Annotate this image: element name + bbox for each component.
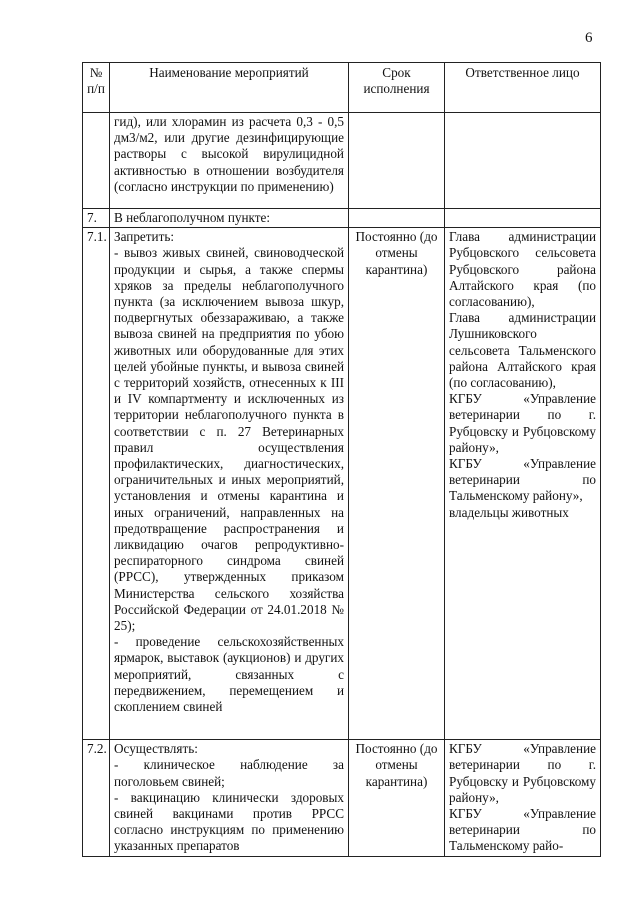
row-7-2-number: 7.2. <box>83 740 110 857</box>
table-row-section-7 <box>83 209 601 228</box>
section-7-title: В неблагополучном пункте: <box>110 209 349 228</box>
row-7-2-item-1: - клиническое наблюдение за поголовьем свиней; <box>114 757 344 789</box>
row-7-1-number: 7.1. <box>83 228 110 740</box>
row-7-1-heading: Запретить: <box>114 229 175 245</box>
responsible-entry: владельцы животных <box>449 504 569 520</box>
row-7-1-deadline: Постоянно (до отмены карантина) <box>349 228 445 740</box>
row-7-1-item-2: - проведение сельскохозяйственных ярмарок, выставок (аукционов) и других мероприятий, связанных с передвижением, перемещением и скоплением свиней <box>114 634 344 715</box>
table-row-continuation <box>83 113 601 209</box>
page-number: 6 <box>585 30 593 46</box>
header-number-sign: № <box>89 65 103 80</box>
header-number <box>83 63 110 113</box>
row-7-1-responsible <box>445 228 601 740</box>
cell-empty <box>445 113 601 209</box>
row-7-2-deadline: Постоянно (до отмены карантина) <box>349 740 445 857</box>
cell-empty <box>349 209 445 228</box>
row-7-2-item-2: - вакцинацию клинически здоровых свиней вакцинами против РРСС согласно инструкциям по применению указанных препаратов <box>114 789 344 854</box>
cell-empty <box>349 113 445 209</box>
row-7-1-activity <box>110 228 349 740</box>
row-7-2-heading: Осуществлять: <box>114 741 198 757</box>
cell-empty <box>445 209 601 228</box>
responsible-entry: КГБУ «Управление ветеринарии по г. Рубцовску и Рубцовскому району», <box>449 391 596 455</box>
table-row-7-1 <box>83 228 601 740</box>
row-7-2-activity <box>110 740 349 857</box>
responsible-entry: Глава администрации Рубцовского сельсовета Рубцовского района Алтайского края (по согласованию), <box>449 229 596 310</box>
cell-empty <box>83 113 110 209</box>
responsible-entry: КГБУ «Управление ветеринарии по г. Рубцовску и Рубцовскому району», <box>449 741 596 805</box>
row-7-2-responsible <box>445 740 601 857</box>
header-deadline: Срок исполнения <box>349 63 445 113</box>
section-7-number: 7. <box>83 209 110 228</box>
measures-table <box>82 62 601 857</box>
header-activity: Наименование мероприятий <box>110 63 349 113</box>
continuation-text: гид), или хлорамин из расчета 0,3 - 0,5 дм3/м2, или другие дезинфицирующие растворы с высокой вирулицидной активностью в отношении возбудителя (согласно инструкции по применению) <box>110 113 349 209</box>
table-row-7-2 <box>83 740 601 857</box>
responsible-entry: Глава администрации Лушниковского сельсовета Тальменского района Алтайского края (по согласованию), <box>449 310 596 391</box>
responsible-entry: КГБУ «Управление ветеринарии по Тальменскому райо- <box>449 806 596 854</box>
responsible-entry: КГБУ «Управление ветеринарии по Тальменскому району», <box>449 456 596 504</box>
row-7-1-item-1: - вывоз живых свиней, свиноводческой продукции и сырья, а также спермы хряков за пределы неблагополучного пункта (за исключением вывоза шкур, подвергнутых обеззараживаю, а также вывоза свиней на предприятия по убою животных или оборудованные для этих целей убойные пункты, и вывоза свиней с территорий хозяйств, отнесенных к III и IV компартменту и исключенных из территории неблагополучного пункта в соответствии с п. 27 Ветеринарных правил осуществления профилактических, диагностических, ограничительных и иных мероприятий, установления и отмены карантина и иных ограничений, направленных на предотвращение распространения и ликвидацию очагов репродуктивно-респираторного синдрома свиней (РРСС), утвержденных приказом Министерства сельского хозяйства Российской Федерации от 24.01.2018 № 25); <box>114 245 344 634</box>
table-header-row <box>83 63 601 113</box>
header-responsible: Ответственное лицо <box>445 63 601 113</box>
header-number-pp: п/п <box>87 81 105 97</box>
